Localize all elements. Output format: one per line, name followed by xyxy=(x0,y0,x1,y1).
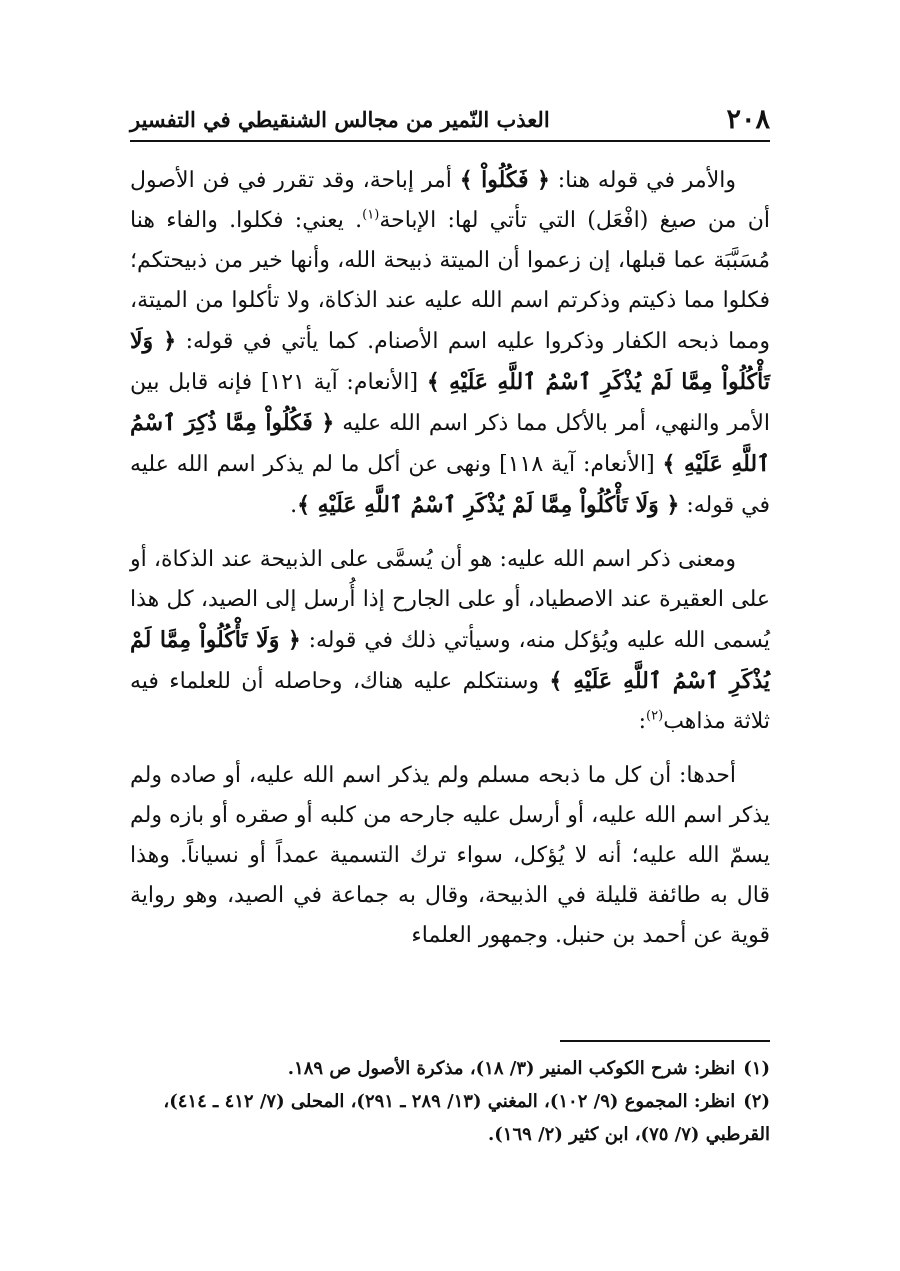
page-header xyxy=(130,98,770,142)
text-run: وسنتكلم عليه هناك، وحاصله أن للعلماء فيه ثلاثة مذاهب xyxy=(130,669,770,734)
footnote-divider xyxy=(560,1040,770,1042)
footnote-1 xyxy=(130,1052,770,1085)
paragraph-1 xyxy=(130,160,770,526)
footnotes xyxy=(130,1052,770,1151)
header-divider xyxy=(130,140,770,142)
text-run: [الأنعام: آية ١١٨] ونهى عن أكل ما لم يذكر اسم الله عليه في قوله: xyxy=(130,452,770,518)
text-run: ومعنى ذكر اسم الله عليه: هو أن يُسمَّى على الذبيحة عند الذكاة، أو على العقيرة عند الاصطياد، أو على الجارح إذا أُرسل إلى الصيد، كل هذا يُسمى الله عليه ويُؤكل منه، وسيأتي ذلك في قوله: xyxy=(130,547,771,653)
footnote-text: انظر: المجموع (٩/ ١٠٢)، المغني (١٣/ ٢٨٩ ـ ٢٩١)، المحلى (٧/ ٤١٢ ـ ٤١٤)، القرطبي (٧/ ٧٥)، ابن كثير (٢/ ١٦٩). xyxy=(163,1091,770,1145)
footnote-2 xyxy=(130,1085,770,1151)
page-number: ٢٠٨ xyxy=(726,104,770,135)
running-title: العذب النّمير من مجالس الشنقيطي في التفسير xyxy=(130,107,550,132)
quran-verse: ﴿ فَكُلُواْ مِمَّا ذُكِرَ ٱسْمُ ٱللَّهِ عَلَيْهِ ﴾ xyxy=(130,410,770,477)
text-run: والأمر في قوله هنا: xyxy=(549,168,736,193)
footnote-text: انظر: شرح الكوكب المنير (٣/ ١٨)، مذكرة الأصول ص ١٨٩. xyxy=(287,1058,736,1079)
text-run: [الأنعام: آية ١٢١] فإنه قابل بين الأمر والنهي، أمر بالأكل مما ذكر اسم الله عليه xyxy=(130,370,770,436)
text-run: : xyxy=(638,709,647,734)
text-run: أمر إباحة، وقد تقرر في فن الأصول أن من صيغ (افْعَل) التي تأتي لها: الإباحة xyxy=(130,168,770,233)
footnote-ref-2[interactable]: (٢) xyxy=(646,708,664,724)
footnote-mark: (١) xyxy=(743,1058,770,1079)
paragraph-3 xyxy=(130,756,770,956)
quran-verse: ﴿ فَكُلُواْ ﴾ xyxy=(459,167,550,193)
paragraph-2 xyxy=(130,540,770,742)
text-run: أحدها: أن كل ما ذبحه مسلم ولم يذكر اسم الله عليه، أو صاده ولم يذكر اسم الله عليه، أو أرسل عليه جارحه من كلبه أو صقره أو بازه ولم يسمّ الله عليه؛ أنه لا يُؤكل، سواء ترك التسمية عمداً أو نسياناً. وهذا قال به طائفة قليلة في الذبيحة، وقال به جماعة في الصيد، وهو رواية قوية عن أحمد بن حنبل. وجمهور العلماء xyxy=(130,763,770,948)
quran-verse: ﴿ وَلَا تَأْكُلُواْ مِمَّا لَمْ يُذْكَرِ ٱسْمُ ٱللَّهِ عَلَيْهِ ﴾ xyxy=(130,627,771,694)
text-run: . xyxy=(290,493,298,518)
footnote-mark: (٢) xyxy=(743,1091,770,1112)
quran-verse: ﴿ وَلَا تَأْكُلُواْ مِمَّا لَمْ يُذْكَرِ ٱسْمُ ٱللَّهِ عَلَيْهِ ﴾ xyxy=(297,492,680,518)
quran-verse: ﴿ وَلَا تَأْكُلُواْ مِمَّا لَمْ يُذْكَرِ ٱسْمُ ٱللَّهِ عَلَيْهِ ﴾ xyxy=(130,328,770,395)
text-run: . يعني: فكلوا. والفاء هنا مُسَبَّبَة عما قبلها، إن زعموا أن الميتة ذبيحة الله، وأنها خير من ذبيحتكم؛ فكلوا مما ذكيتم وذكرتم اسم الله عليه عند الذكاة، ولا تأكلوا من الميتة، ومما ذبحه الكفار وذكروا عليه اسم الأصنام. كما يأتي في قوله: xyxy=(130,208,770,354)
main-text xyxy=(130,160,770,970)
footnote-ref-1[interactable]: (١) xyxy=(362,207,380,223)
